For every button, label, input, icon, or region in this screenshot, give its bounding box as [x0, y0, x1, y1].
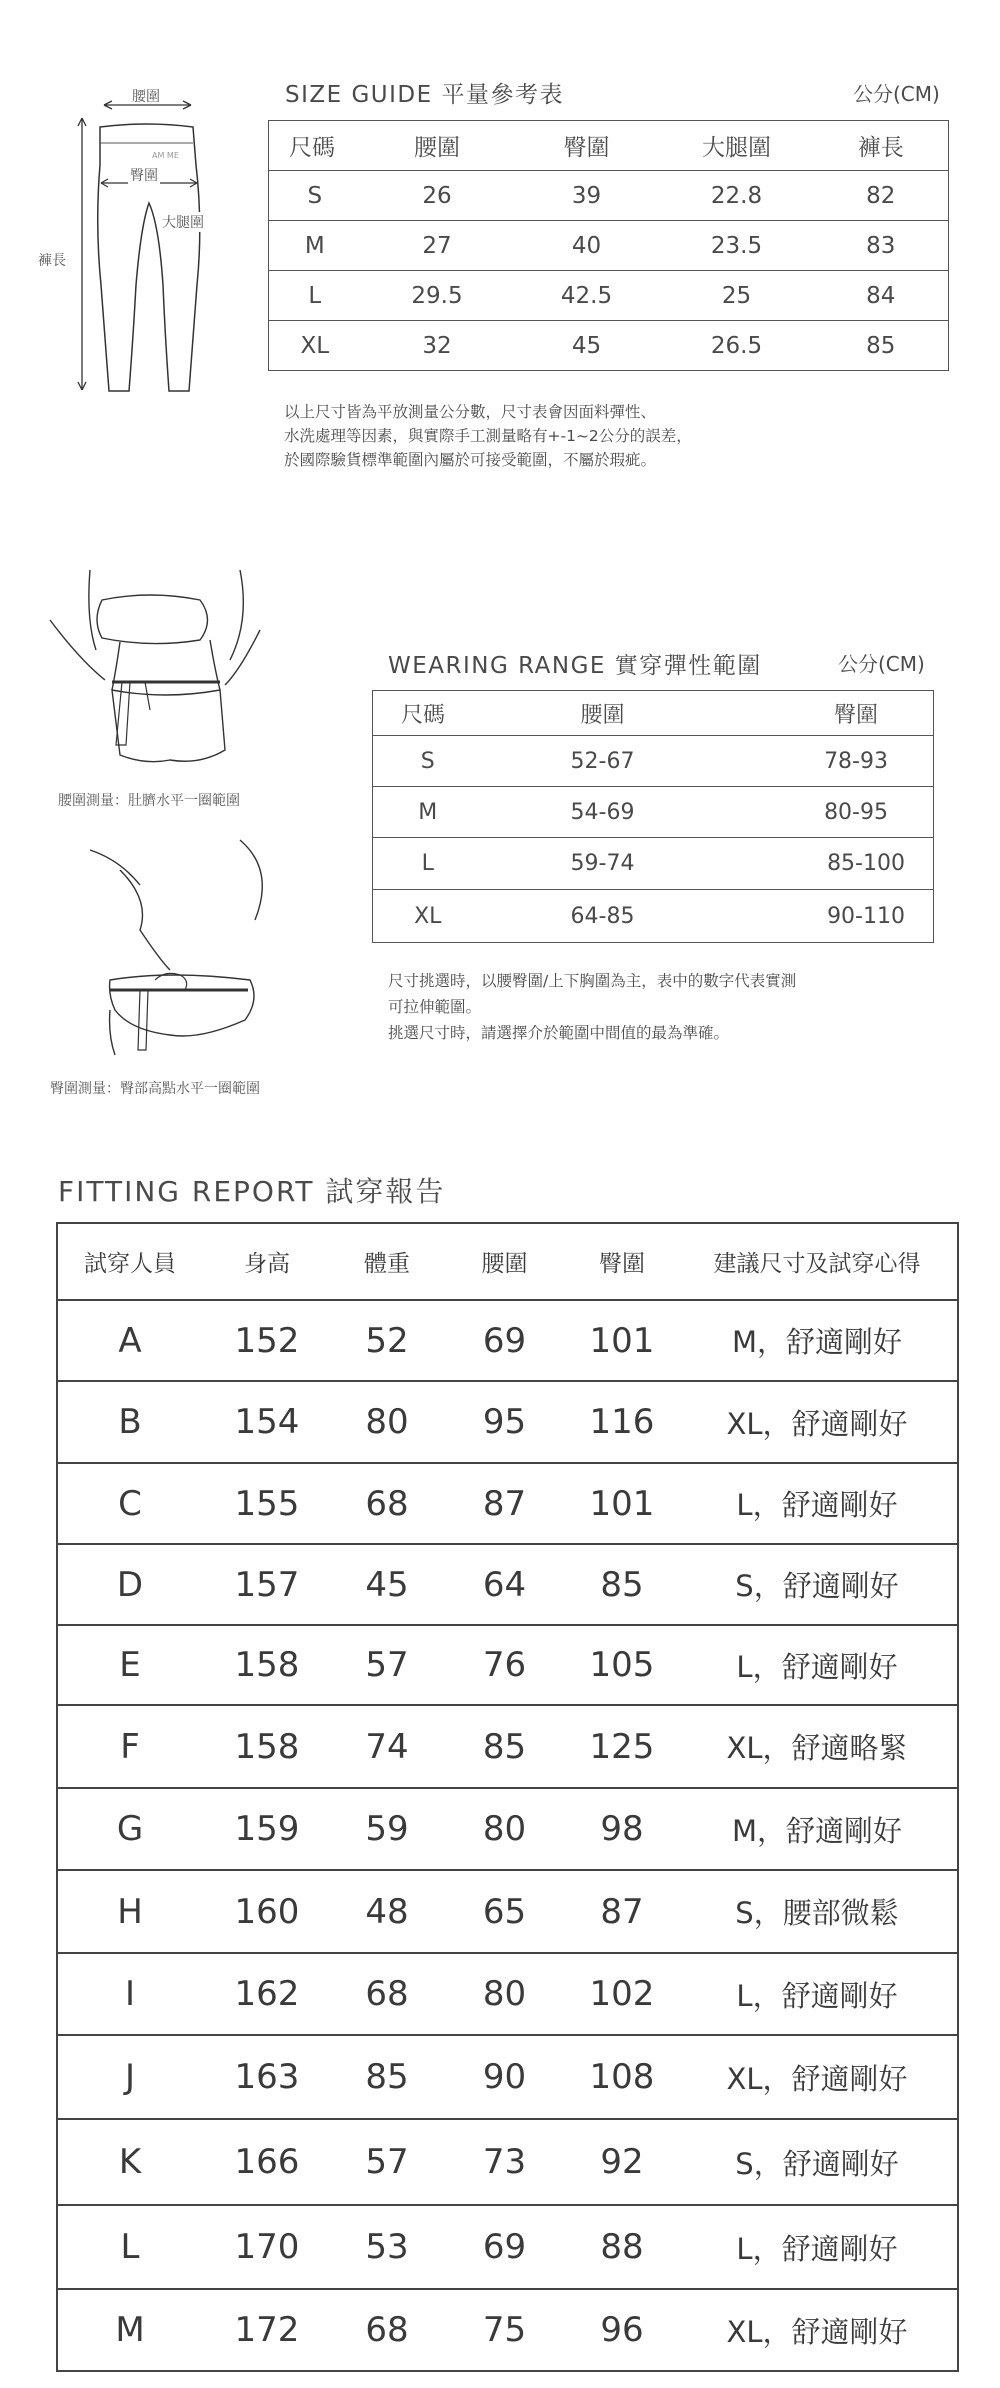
table-header-cell: 臀圍	[833, 702, 878, 728]
table-cell: B	[57, 1381, 202, 1463]
wearing-range-title: WEARING RANGE 實穿彈性範圍	[388, 653, 762, 679]
table-cell: 101	[567, 1463, 677, 1544]
table-cell: 160	[202, 1870, 332, 1953]
table-cell: G	[57, 1788, 202, 1870]
table-header-cell: 尺碼	[401, 702, 446, 728]
table-cell: 154	[202, 1381, 332, 1463]
table-cell: 59-74	[483, 838, 723, 890]
table-cell: 157	[202, 1544, 332, 1625]
table-cell: 172	[202, 2289, 332, 2371]
diagram-length-label: 褲長	[38, 253, 66, 269]
table-cell: 83	[814, 221, 949, 271]
table-cell: 48	[332, 1870, 442, 1953]
table-cell: 74	[332, 1705, 442, 1788]
table-row	[57, 2119, 958, 2205]
table-cell: 29.5	[361, 271, 514, 321]
table-row	[57, 1300, 958, 1381]
table-cell: 22.8	[660, 171, 814, 221]
table-cell: L，舒適剛好	[677, 1953, 958, 2035]
table-cell: 85	[332, 2035, 442, 2119]
table-cell: 45	[332, 1544, 442, 1625]
diagram-thigh-label: 大腿圍	[160, 212, 206, 232]
table-cell: 53	[332, 2205, 442, 2289]
table-cell: F	[57, 1705, 202, 1788]
table-cell: 85	[567, 1544, 677, 1625]
table-cell: 87	[442, 1463, 567, 1544]
table-cell: 39	[514, 171, 660, 221]
table-cell: 23.5	[660, 221, 814, 271]
table-cell: 159	[202, 1788, 332, 1870]
table-header-row	[373, 691, 934, 736]
note-line: 尺寸挑選時，以腰臀圍/上下胸圍為主，表中的數字代表實測	[388, 972, 797, 990]
table-row	[57, 1953, 958, 2035]
table-cell: S	[269, 171, 361, 221]
leggings-diagram	[25, 85, 265, 405]
waist-measure-illustration	[50, 560, 270, 780]
table-cell: L，舒適剛好	[677, 2205, 958, 2289]
size-guide-unit: 公分(CM)	[853, 82, 940, 106]
table-cell: 116	[567, 1381, 677, 1463]
table-row	[373, 890, 934, 943]
table-row	[57, 1463, 958, 1544]
note-line: 以上尺寸皆為平放測量公分數，尺寸表會因面料彈性、	[284, 403, 657, 421]
table-cell: 90	[442, 2035, 567, 2119]
table-header-cell: 建議尺寸及試穿心得	[713, 1251, 921, 1277]
table-cell: A	[57, 1300, 202, 1381]
table-cell: 82	[814, 171, 949, 221]
table-cell: 64	[442, 1544, 567, 1625]
table-cell: I	[57, 1953, 202, 2035]
note-line: 挑選尺寸時，請選擇介於範圍中間值的最為準確。	[388, 1024, 730, 1042]
table-header-cell: 尺碼	[289, 135, 335, 161]
table-cell: 98	[567, 1788, 677, 1870]
table-cell: 158	[202, 1705, 332, 1788]
table-header-row	[269, 121, 949, 171]
table-row	[57, 1381, 958, 1463]
table-row	[57, 1870, 958, 1953]
table-cell: M	[57, 2289, 202, 2371]
table-cell: 78-93	[723, 736, 934, 787]
table-cell: D	[57, 1544, 202, 1625]
table-cell: L	[57, 2205, 202, 2289]
table-cell: C	[57, 1463, 202, 1544]
table-row	[373, 787, 934, 838]
table-cell: 85-100	[723, 838, 934, 890]
table-cell: 73	[442, 2119, 567, 2205]
table-cell: 76	[442, 1625, 567, 1705]
table-cell: 85	[814, 321, 949, 371]
table-row	[57, 2035, 958, 2119]
table-row	[57, 2205, 958, 2289]
note-line: 水洗處理等因素，與實際手工測量略有+-1~2公分的誤差，	[284, 427, 692, 445]
table-cell: 162	[202, 1953, 332, 2035]
table-cell: 69	[442, 1300, 567, 1381]
table-cell: XL，舒適剛好	[677, 1381, 958, 1463]
table-row	[269, 221, 949, 271]
table-cell: L，舒適剛好	[677, 1625, 958, 1705]
table-cell: 65	[442, 1870, 567, 1953]
table-row	[57, 1705, 958, 1788]
table-header-cell: 臀圍	[599, 1251, 645, 1277]
table-cell: 42.5	[514, 271, 660, 321]
table-header-row	[57, 1223, 958, 1300]
table-cell: 26.5	[660, 321, 814, 371]
table-cell: 96	[567, 2289, 677, 2371]
table-cell: 92	[567, 2119, 677, 2205]
table-cell: J	[57, 2035, 202, 2119]
wearing-range-note	[388, 968, 796, 1046]
table-cell: 90-110	[723, 890, 934, 943]
table-cell: S，腰部微鬆	[677, 1870, 958, 1953]
table-cell: 84	[814, 271, 949, 321]
table-cell: 125	[567, 1705, 677, 1788]
note-line: 於國際驗貨標準範圍內屬於可接受範圍，不屬於瑕疵。	[284, 451, 657, 469]
hip-measure-caption: 臀圍測量：臀部高點水平一圈範圍	[50, 1081, 260, 1097]
wearing-range-table	[372, 690, 934, 943]
table-cell: 69	[442, 2205, 567, 2289]
diagram-waist-label: 腰圍	[132, 89, 160, 105]
table-cell: 27	[361, 221, 514, 271]
table-cell: 52	[332, 1300, 442, 1381]
table-header-cell: 體重	[364, 1251, 410, 1277]
table-cell: XL，舒適略緊	[677, 1705, 958, 1788]
table-row	[373, 736, 934, 787]
table-row	[373, 838, 934, 890]
table-cell: 87	[567, 1870, 677, 1953]
table-cell: 68	[332, 2289, 442, 2371]
table-cell: 88	[567, 2205, 677, 2289]
note-line: 可拉伸範圍。	[388, 998, 482, 1016]
table-cell: 54-69	[483, 787, 723, 838]
diagram-brand-text: AM ME	[152, 151, 179, 160]
table-cell: M，舒適剛好	[677, 1788, 958, 1870]
table-cell: 101	[567, 1300, 677, 1381]
hip-measure-illustration	[80, 840, 280, 1060]
table-cell: M，舒適剛好	[677, 1300, 958, 1381]
table-cell: 85	[442, 1705, 567, 1788]
table-cell: K	[57, 2119, 202, 2205]
table-cell: 45	[514, 321, 660, 371]
table-cell: 80	[442, 1788, 567, 1870]
table-cell: S，舒適剛好	[677, 1544, 958, 1625]
table-cell: XL，舒適剛好	[677, 2035, 958, 2119]
table-cell: 170	[202, 2205, 332, 2289]
table-cell: 64-85	[483, 890, 723, 943]
fitting-report-title: FITTING REPORT 試穿報告	[58, 1175, 446, 1208]
table-cell: 152	[202, 1300, 332, 1381]
table-cell: 80	[332, 1381, 442, 1463]
table-cell: 57	[332, 1625, 442, 1705]
table-row	[269, 321, 949, 371]
table-cell: L	[269, 271, 361, 321]
table-header-cell: 身高	[244, 1251, 290, 1277]
table-cell: 59	[332, 1788, 442, 1870]
table-cell: XL	[269, 321, 361, 371]
table-cell: S	[373, 736, 483, 787]
table-row	[57, 2289, 958, 2371]
table-header-cell: 大腿圍	[702, 135, 771, 161]
table-cell: 80-95	[723, 787, 934, 838]
table-cell: S，舒適剛好	[677, 2119, 958, 2205]
table-cell: 158	[202, 1625, 332, 1705]
table-cell: 75	[442, 2289, 567, 2371]
wearing-range-unit: 公分(CM)	[838, 652, 925, 676]
table-cell: 105	[567, 1625, 677, 1705]
table-cell: 25	[660, 271, 814, 321]
size-guide-note	[284, 400, 692, 472]
table-cell: 32	[361, 321, 514, 371]
table-cell: 163	[202, 2035, 332, 2119]
table-row	[57, 1544, 958, 1625]
table-cell: 155	[202, 1463, 332, 1544]
size-guide-table	[268, 120, 949, 371]
table-header-cell: 試穿人員	[84, 1251, 176, 1277]
table-cell: 80	[442, 1953, 567, 2035]
table-cell: L，舒適剛好	[677, 1463, 958, 1544]
table-cell: 102	[567, 1953, 677, 2035]
table-header-cell: 腰圍	[580, 702, 625, 728]
table-header-cell: 臀圍	[563, 135, 610, 161]
table-row	[269, 271, 949, 321]
table-cell: L	[373, 838, 483, 890]
table-row	[269, 171, 949, 221]
diagram-hip-label: 臀圍	[128, 165, 160, 185]
table-cell: 68	[332, 1953, 442, 2035]
table-cell: 95	[442, 1381, 567, 1463]
size-guide-title: SIZE GUIDE 平量參考表	[285, 82, 564, 108]
table-header-cell: 腰圍	[481, 1251, 528, 1277]
table-header-cell: 褲長	[857, 135, 904, 161]
table-cell: H	[57, 1870, 202, 1953]
waist-measure-caption: 腰圍測量：肚臍水平一圈範圍	[58, 793, 240, 809]
table-cell: E	[57, 1625, 202, 1705]
table-cell: 108	[567, 2035, 677, 2119]
table-cell: 52-67	[483, 736, 723, 787]
table-header-cell: 腰圍	[414, 135, 460, 161]
fitting-report-table	[56, 1222, 959, 2372]
table-cell: XL	[373, 890, 483, 943]
table-cell: 57	[332, 2119, 442, 2205]
table-cell: M	[269, 221, 361, 271]
table-cell: XL，舒適剛好	[677, 2289, 958, 2371]
table-cell: 166	[202, 2119, 332, 2205]
table-cell: 68	[332, 1463, 442, 1544]
table-row	[57, 1625, 958, 1705]
table-cell: 26	[361, 171, 514, 221]
table-cell: 40	[514, 221, 660, 271]
table-row	[57, 1788, 958, 1870]
table-cell: M	[373, 787, 483, 838]
